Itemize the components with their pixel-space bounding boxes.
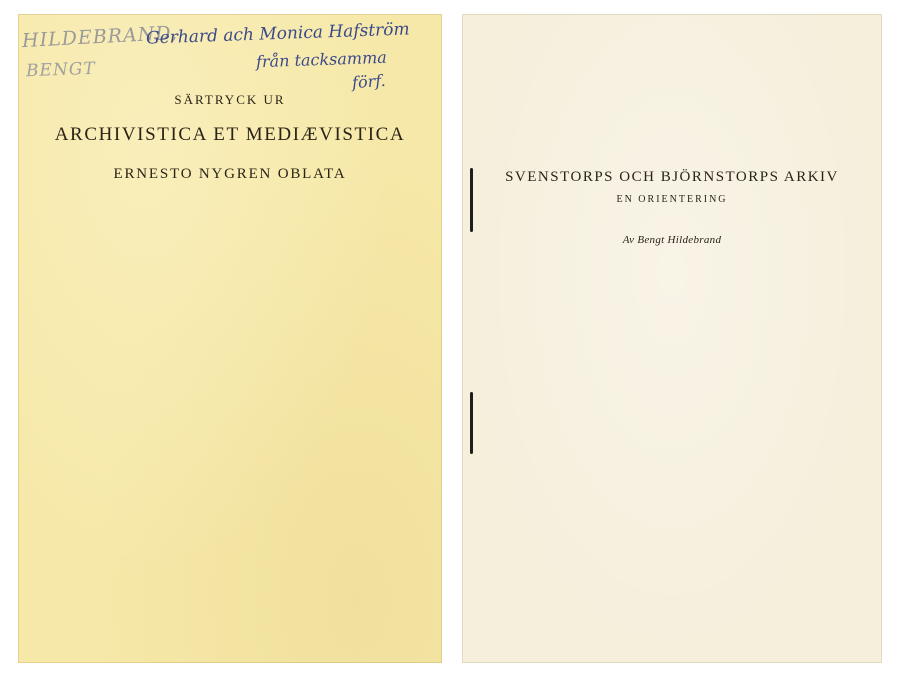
booklet-title-page [462,14,882,663]
staple-bottom [470,392,473,454]
publication-title: ARCHIVISTICA ET MEDIÆVISTICA [54,124,406,145]
offprint-label: SÄRTRYCK UR [174,92,286,107]
article-title: SVENSTORPS OCH BJÖRNSTORPS ARKIV [505,169,839,185]
article-subtitle: EN ORIENTERING [616,194,728,205]
pencil-name-given: BENGT [25,58,97,82]
pencil-name-surname: HILDEBRAND, [21,21,179,53]
ink-inscription-line-2: från tacksamma [255,47,388,72]
publication-subtitle: ERNESTO NYGREN OBLATA [113,166,347,182]
booklet-cover [18,14,442,663]
ink-inscription-signature: förf. [351,70,387,93]
ink-inscription-line-1: Gerhard ach Monica Hafström [145,19,410,49]
article-author: Av Bengt Hildebrand [622,234,722,246]
